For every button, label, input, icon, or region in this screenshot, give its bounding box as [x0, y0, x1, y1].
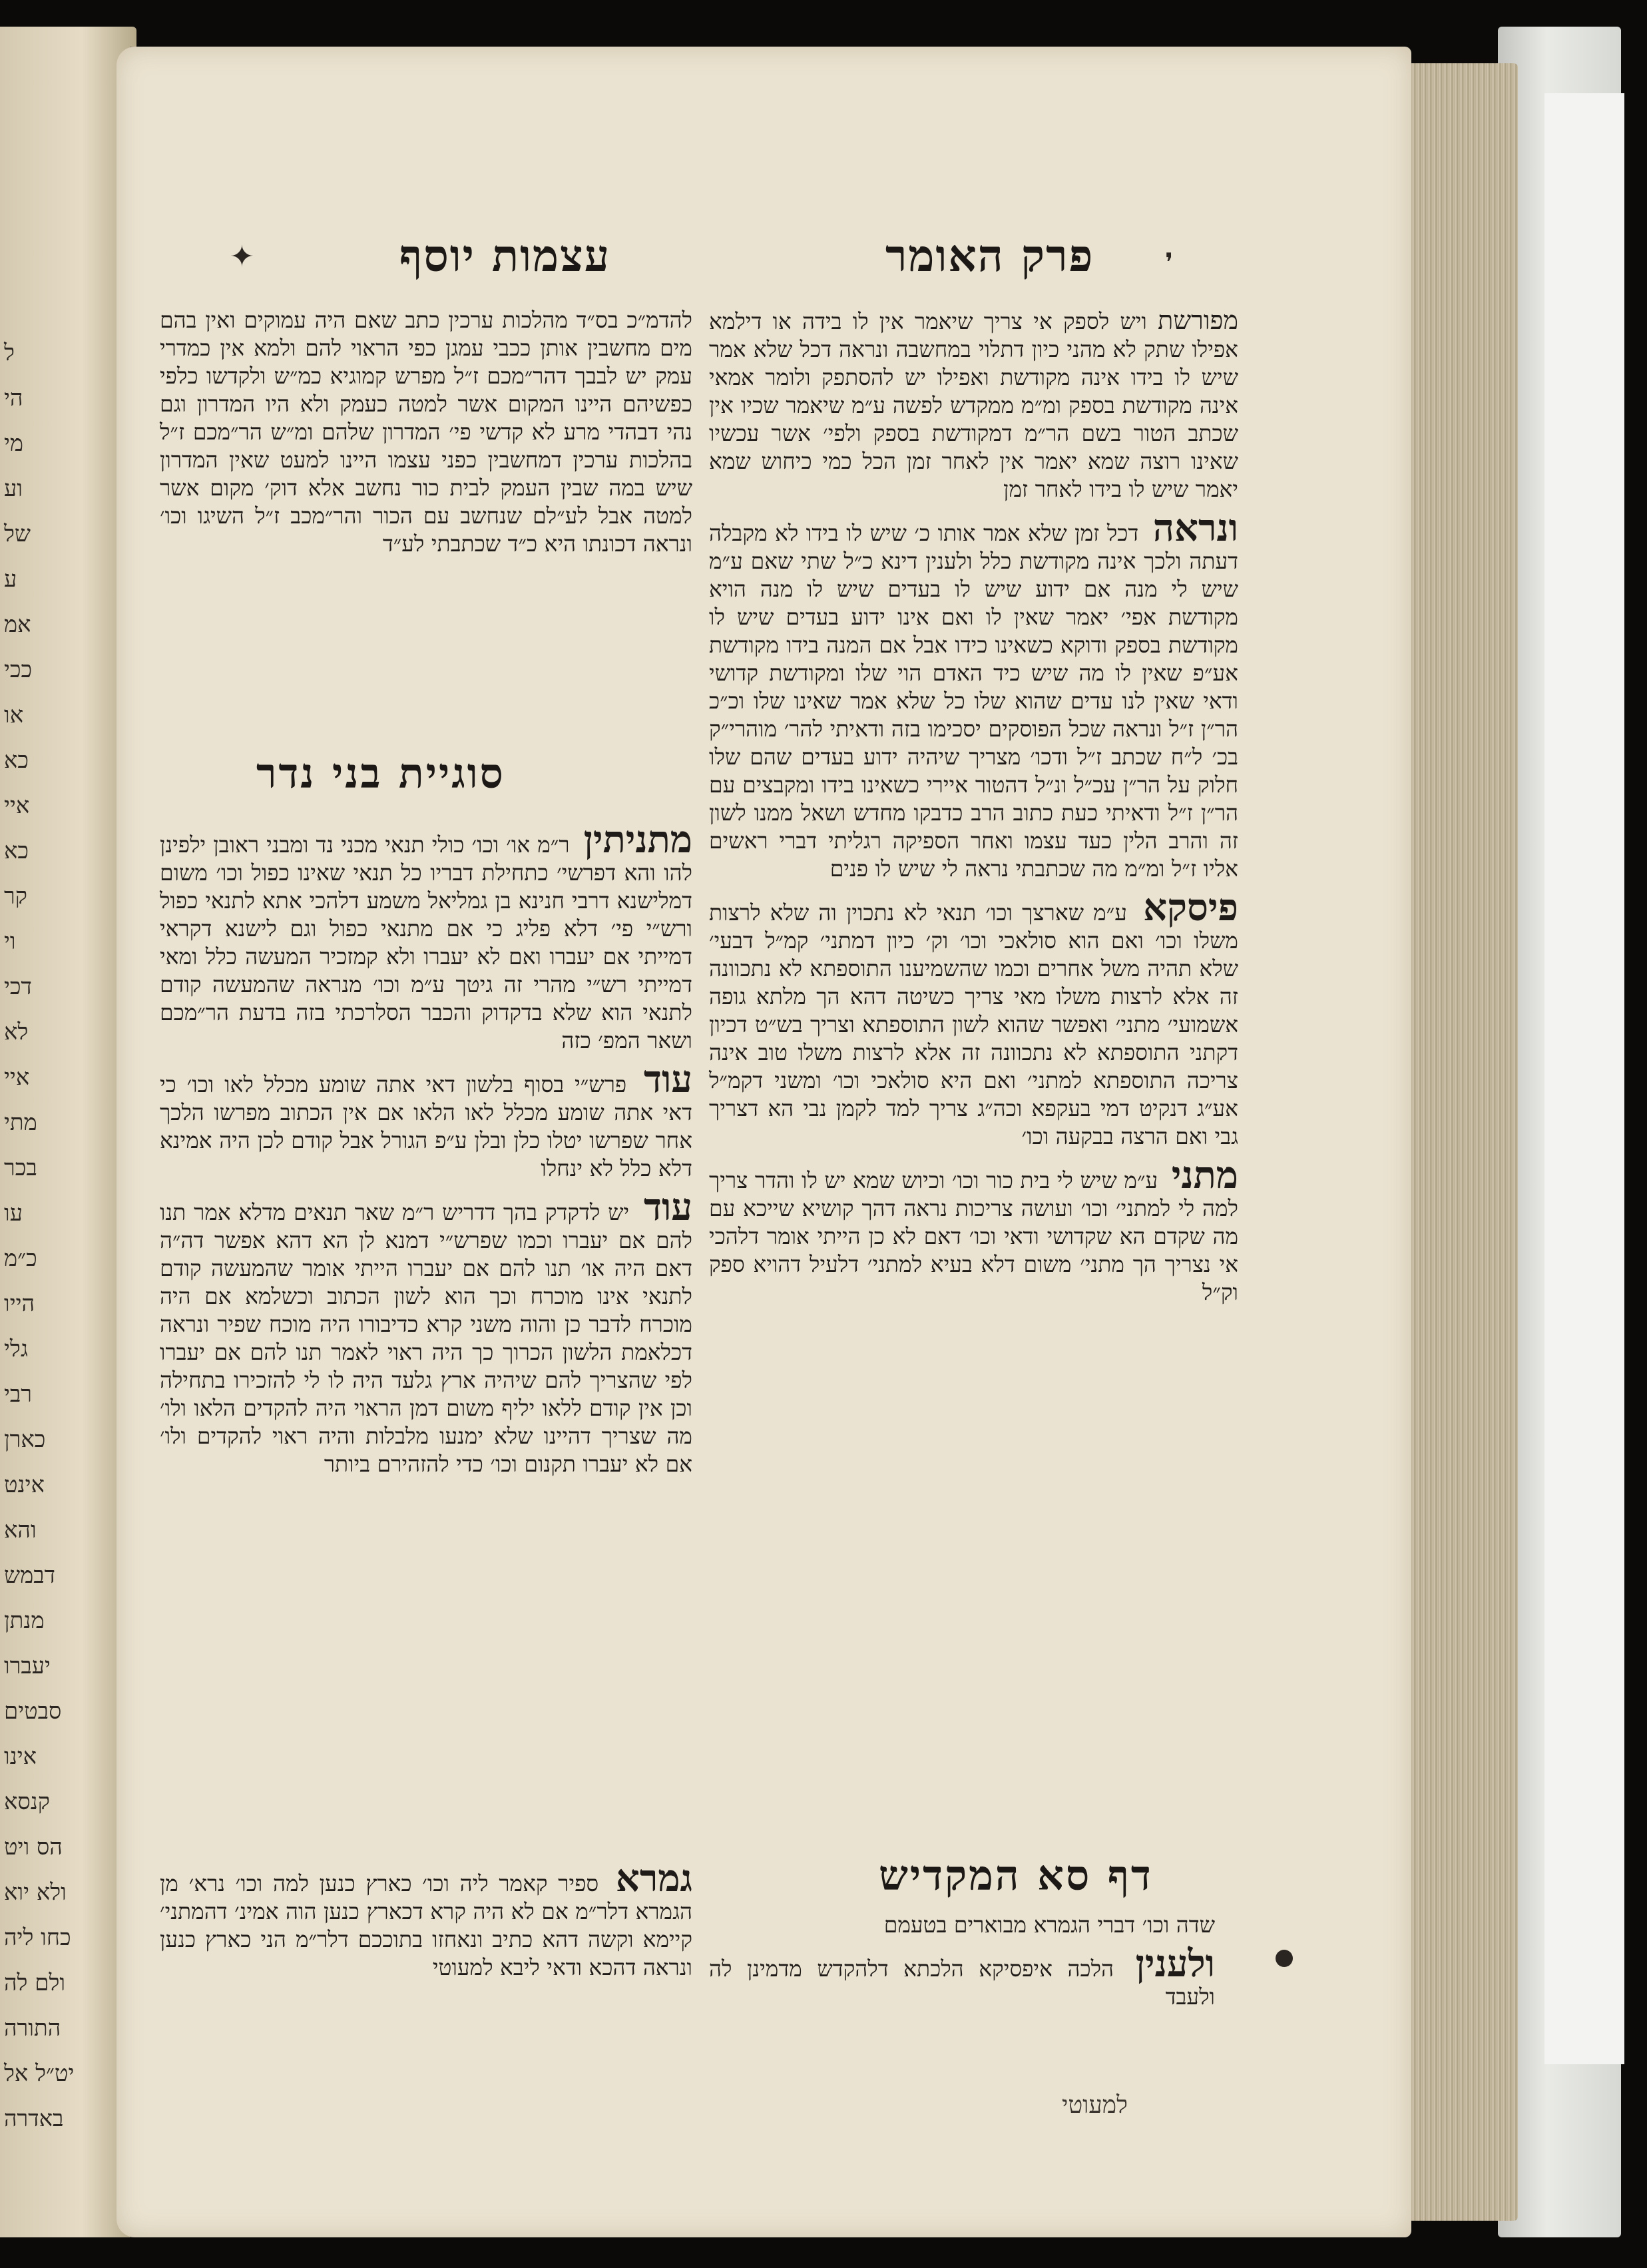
facing-page-fragment-line: כארן	[4, 1426, 46, 1453]
paragraph	[160, 1057, 692, 1183]
paragraph-text: להדמ״כ בס״ד מהלכות ערכין כתב שאם היה עמוקים ואין בהם מים מחשבין אותן ככבי עמגן כפי הראוי להם ולמא אין כמדרי עמק יש לבבך דהר״מכם ז״ל מפרש קמוגיא כמ״ש ולקדשו כלפי כפשיהם היינו המקום אשר למטה כעמק ולא היו המדרון וגם נהי דבהדי מרע לא קדשי פי׳ המדרון שלהם ומ״ש הר״מכם ז״ל בהלכות ערכין דמחשבין כפני עצמו היינו למעט שאין המדרון שיש במה שבין העמק לבית כור נחשב אלא דוק׳ מקום אשר למטה אבל לע״לם שנחשב עם הכור והר״מכב ז״ל השיגו וכו׳ ונראה דכונתו היא כ״ד שכתבתי לע״ד	[160, 307, 692, 557]
facing-page-fragment-line: מתי	[4, 1109, 37, 1136]
facing-page-fragment-line: כא	[4, 838, 29, 864]
running-title-right: פרק האומר	[885, 230, 1094, 282]
paragraph	[709, 886, 1238, 1151]
facing-page-fragment-line: רבי	[4, 1381, 33, 1408]
cover-paper	[1544, 93, 1624, 2064]
facing-page-fragment-line: כא	[4, 747, 29, 774]
left-column-gemara	[160, 1856, 693, 2104]
facing-page-fragment-line: עו	[4, 1200, 23, 1227]
facing-page-fragment-line: גלי	[4, 1336, 29, 1362]
facing-page-fragment-line: מנתן	[4, 1607, 45, 1634]
facing-page-fragment-line: של	[4, 521, 31, 547]
facing-page-fragment-line: יט״ל אל	[4, 2060, 75, 2087]
lead-word: מפורשת	[1158, 306, 1238, 335]
paragraph	[160, 818, 692, 1055]
facing-page-fragment-line: ולא יוא	[4, 1879, 67, 1906]
facing-page-fragment-line: איי	[4, 792, 30, 819]
paragraph	[709, 1153, 1238, 1306]
facing-page-fragment-line: כחו ליה	[4, 1924, 71, 1951]
paragraph	[160, 1856, 693, 1982]
paragraph-text: הלכה איפסיקא הלכתא דלהקדש מדמינן לה ולעבד	[709, 1956, 1215, 2010]
paragraph-text: פרש״י בסוף בלשון דאי אתה שומע מכלל לאו וכו׳ כי דאי אתה שומע מכלל לאו הלאו אם אין הכתוב מפרשו הלכך אחר שפרשו יטלו כלן ובלן ע״פ הגורל אבל קודם לכן היה אמינא דלא כלל לא ינחלו	[160, 1071, 692, 1181]
page-block-edge	[1411, 63, 1518, 2221]
facing-page-fragment-line: אינו	[4, 1743, 37, 1770]
daf-heading: דף סא המקדיש	[879, 1851, 1153, 1900]
running-title-left: עצמות יוסף	[399, 230, 611, 282]
lead-word: פיסקא	[1143, 886, 1238, 930]
facing-page-fragment-line: אינט	[4, 1472, 45, 1498]
facing-page-fragment-line: אמ	[4, 611, 31, 638]
paragraph-text: ויש לספק אי צריך שיאמר אין לו בידה או דילמא אפילו שתק לא מהני כיון דתלוי במחשבה ונראה דכל שלא אמר שיש לו בידו אינה מקודשת ואפילו יש להסתפק ולומר אמאי אינה מקודשת בספק ומ״מ ממקדש לפשה ע״מ שיאמר שכיו אין שכתב הטור בשם הר״מ דמקודשת בספק ולפי׳ אשר עכשיו שאינו רוצה שמא יאמר אין לאחר זמן הכל כמי כיחוש שמא יאמר שיש לו בידו לאחר זמן	[709, 308, 1238, 502]
lead-word: מתניתין	[583, 818, 692, 862]
facing-page-fragment-line: יעברו	[4, 1653, 51, 1679]
facing-page-fragment-line: וי	[4, 928, 16, 955]
facing-page-fragment-line: דכי	[4, 974, 32, 1000]
lead-word: מתני	[1171, 1153, 1238, 1197]
facing-page-fragment-line: מי	[4, 430, 24, 457]
paragraph	[709, 306, 1238, 503]
facing-page-fragment-line: או	[4, 702, 24, 728]
facing-page-fragment-line: הייו	[4, 1290, 35, 1317]
facing-page-fragment-line: והא	[4, 1517, 37, 1544]
facing-page-fragment-line: איי	[4, 1064, 30, 1091]
facing-page-fragment-line: ע	[4, 566, 17, 593]
sugya-heading: סוגיית בני נדר	[256, 749, 505, 798]
paragraph-text: שדה וכו׳ דברי הגמרא מבוארים בטעמם	[883, 1912, 1215, 1938]
paragraph-text: ספיר קאמר ליה וכו׳ כארץ כנען למה וכו׳ נרא׳ מן הגמרא דלר״מ אם לא היה קרא דכארץ כנען הוה אמינ׳ דהמתני׳ קיימא וקשה דהא כתיב ונאחזו בתוככם דלר״מ הני כארץ כנען ונראה דהכא ודאי ליבא למעוטי	[160, 1870, 692, 1980]
paragraph	[160, 306, 692, 558]
facing-page-fragment-line: הי	[4, 385, 23, 412]
paragraph-text: דכל זמן שלא אמר אותו כ׳ שיש לו בידו לא מקבלה דעתה ולכך אינה מקודשת כלל ולענין דינא כ״ל שתי שאם ע״מ שיש לי מנה אם ידוע שיש לו בעדים שיש לו מנה הויא מקודשת אפי׳ יאמר שאין לו ואם אינו ידוע בעדים שיש לו מקודשת בספק ודוקא כשאינו כידו אבל אם המנה בידו מקודשת אע״פ שאין לו מה שיש כיד האדם הוי שלו ומקודשת קדושי ודאי שאין לנו עדים שהוא שלו כל שלא אמר שאינו שלו וכ״כ הר״ן ז״ל ונראה שכל הפוסקים יסכימו בזה ודאיתי להר׳ מוהרי״ק בכ׳ ל״ח שכתב ז״ל ודכו׳ מצריך שיהיה ידוע בעדים שהם שלו חלוק על הר״ן עכ״ל ונ״ל דהטור איירי כשאינו בידו ומקבצים עם הר״ן ז״ל ודאיתי כעת כתוב הרב כדבקו מחדש ושאל ממנו לשון זה והרב הלין כעד עצמו ואחר הספיקה רגליתי דברי ראשים אליו ז״ל ומ״מ מה שכתבתי נראה לי שיש לו פנים	[709, 520, 1238, 882]
ornament-mark: ✦	[230, 240, 254, 274]
right-column-bottom	[709, 1911, 1215, 2084]
facing-page-fragment-line: ככי	[4, 657, 33, 683]
facing-page-fragment-line: דבמש	[4, 1562, 55, 1589]
lead-word: עוד	[644, 1057, 692, 1101]
facing-page-fragment-line: ולם לה	[4, 1970, 66, 1996]
facing-page-fragment-line: סבטים	[4, 1698, 62, 1725]
lead-word: עוד	[644, 1185, 692, 1229]
facing-page-fragment-line: וע	[4, 475, 23, 502]
paragraph	[709, 506, 1238, 883]
facing-page-fragment-line: קר	[4, 883, 27, 910]
facing-page-fragment-line: כ״מ	[4, 1245, 37, 1272]
left-column-top	[160, 306, 692, 732]
facing-page-fragment-line: קנסא	[4, 1789, 50, 1815]
paragraph	[709, 1942, 1216, 2011]
facing-page-fragment-line: ל	[4, 340, 15, 366]
paragraph-text: ע״מ שארצך וכו׳ תנאי לא נתכוין וה שלא לרצות משלו וכו׳ ואם הוא סולאכי וכו׳ וק׳ כיון דמתני׳ קמ״ל דבעי׳ שלא תהיה משל אחרים וכמו שהשמיענו התוספתא לא נתכוונה זה אלא לרצות משלו מאי צריך כשיטה דהא הך מלתא גופה אשמועי׳ מתני׳ ואפשר שהוא לשון התוספתא וצריך בש״ט דכיון דקתני התוספתא לא נתכוונה זה אלא לרצות משלו טוב אינה צריכה התוספתא למתני׳ ואם היא סולאכי וכו׳ ומשני דקמ״ל אע״ג דנקיט דמי בעקפא וכה״ג צריך למד לקמן נבי הא דצריך גבי ואם הרצה בבקעה וכו׳	[709, 900, 1238, 1149]
right-column	[709, 306, 1238, 1698]
catchword: למעוטי	[1062, 2092, 1128, 2119]
paragraph-text: ר״מ או׳ וכו׳ כולי תנאי מכני נד ומבני ראובן ילפינן להו והא דפרשי׳ כתחילת דבריו כל תנאי שאינו כפול וכו׳ משום דמלישנא דרבי חנינא בן גמליאל משמע דלהכי אתא לתנאי כפול ורש״י פי׳ דלא פליג כי אם מתנאי כפול וגם לישנא דקראי דמייתי אם יעברו ואם לא יעברו ולא קמזכיר המעשה כלל ומאי דמייתי רש״י מהרי זה גיטך ע״מ וכו׳ מנראה שהמעשה קודם לתנאי הוא שלא בדקדוק והכבר הסלרכתי בזה בדעת הר״מכם ושאר המפ׳ כזה	[160, 832, 692, 1053]
paragraph-text: יש לדקדק בהך דדריש ר״מ שאר תנאים מדלא אמר תנו להם אם יעברו וכמו שפרש״י דמנא לן הא דהא אפשר דה״ה דאם היה או׳ תנו להם אם יעברו הייתי אומר שהמעשה קודם לתנאי אינו מוכרח וכך הוא לשון הכתוב וכשלמא אם היה מוכרח לדבר כן והוה משני קרא כדיבורו היה מוכח שפיר ונראה דכלאמת הלשון הכרוך כך היה ראוי לאמר תנו להם אם יעברו לפי שהצריך להם שיהיה ארץ גלעד היה לו לי להזכירו בתחילה וכן אין קודם ללאו יליף משום דמן הראוי היה להקדים הלאו ולו׳ מה שצריך דהיינו שלא ימנעו מלבלות והיה ראוי להקדים ולו׳ אם לא יעברו תקנום וכו׳ כדי להזהירם ביותר	[160, 1199, 692, 1477]
ornament-mark: ❜	[1165, 248, 1174, 277]
lead-word: ולענין	[1135, 1942, 1216, 1986]
facing-page-fragment-line: הס ויט	[4, 1834, 63, 1860]
facing-page-fragment-line: בכר	[4, 1155, 37, 1181]
lead-word: גמרא	[615, 1856, 693, 1900]
paragraph	[160, 1185, 692, 1478]
facing-page-fragment-line: לא	[4, 1019, 29, 1045]
ink-spot	[1276, 1950, 1293, 1967]
paragraph-text: ע״מ שיש לי בית כור וכו׳ וכיוש שמא יש לו והדר צריך למה לי למתני׳ וכו׳ ועושה צריכות נראה דהך קושיא שייכא עם מה שקדם הא שקדושי ודאי וכו׳ דאם לא כן הייתי אומר דלהכי אי נצריך הך מתני׳ משום דלא בעיא למתני׳ דלעיל דהויא ספק וק״ל	[709, 1167, 1238, 1305]
facing-page-fragment-line: התורה	[4, 2015, 61, 2042]
paragraph	[709, 1911, 1215, 1939]
facing-page-fragment-line: באדרה	[4, 2106, 64, 2132]
left-column	[160, 818, 692, 1851]
lead-word: ונראה	[1152, 506, 1238, 550]
